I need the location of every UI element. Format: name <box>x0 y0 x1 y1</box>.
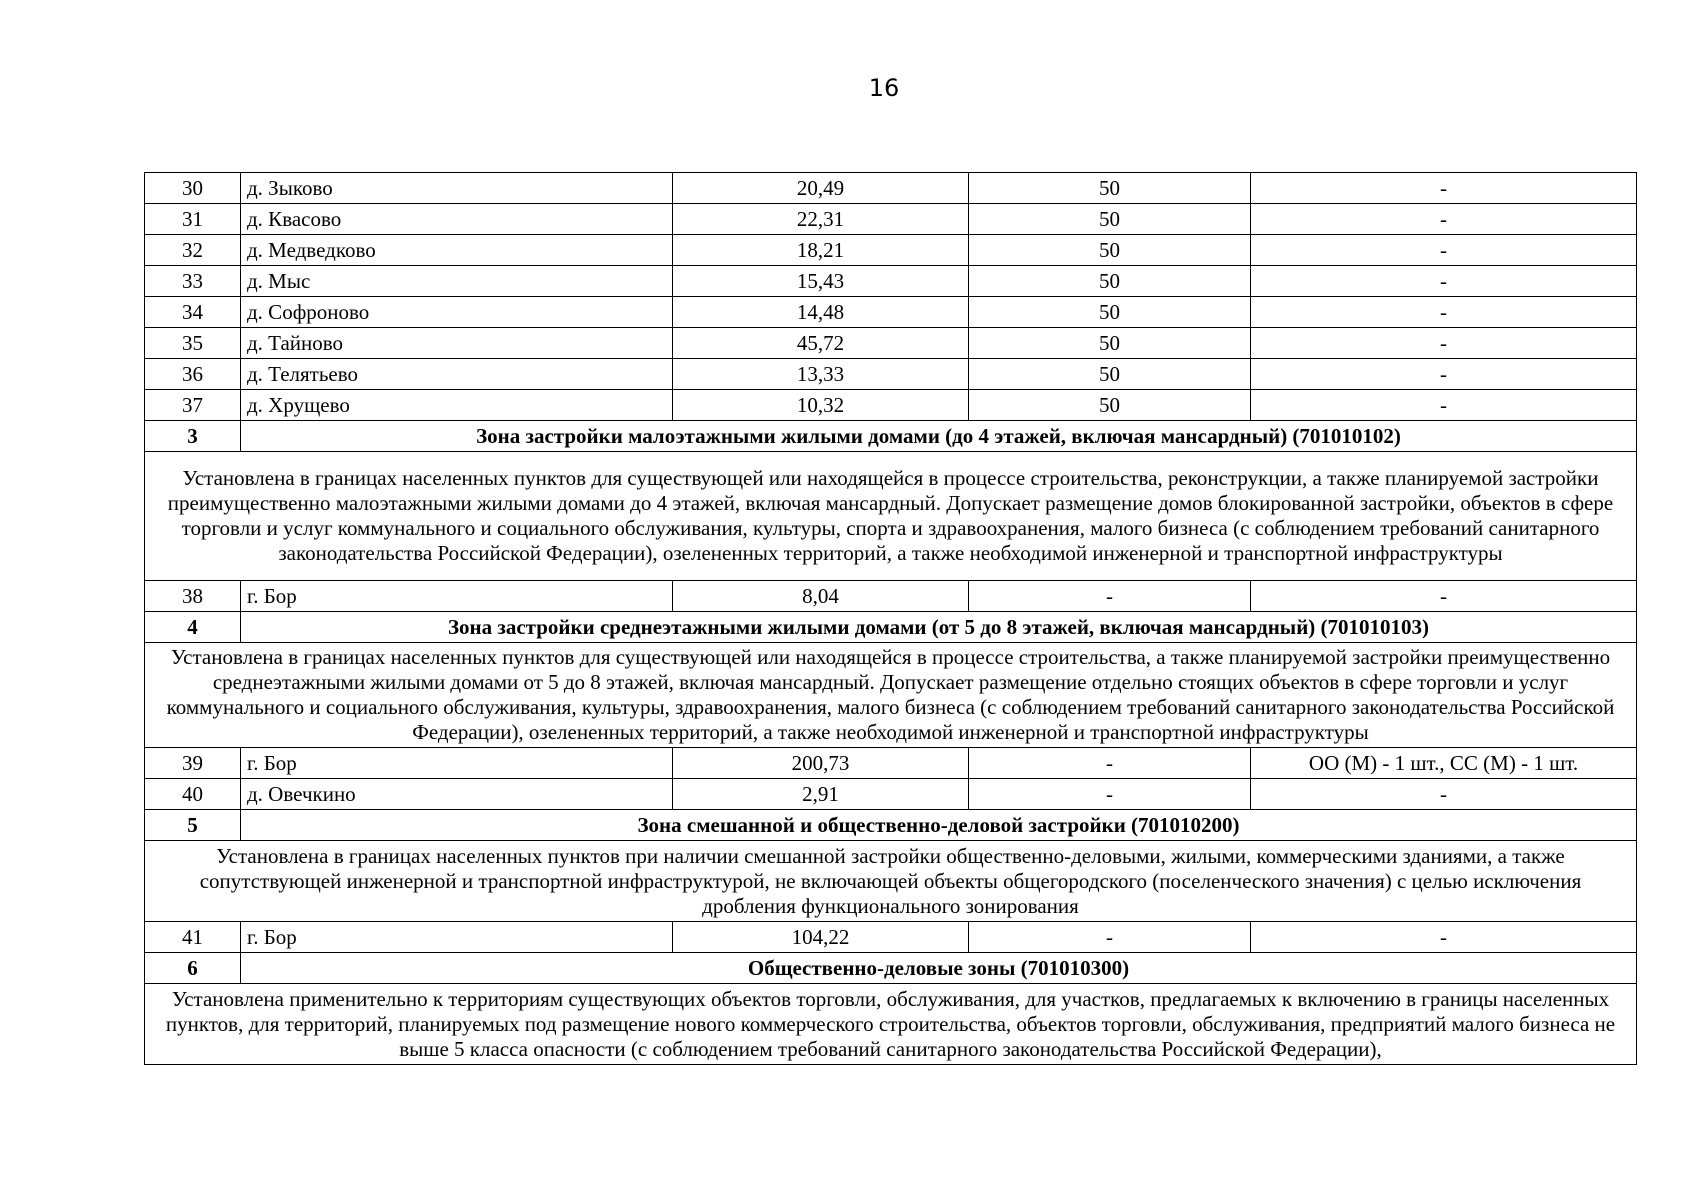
zone-area: 45,72 <box>673 328 969 359</box>
row-number: 40 <box>145 779 241 810</box>
planned-objects: - <box>1251 173 1637 204</box>
planned-objects: - <box>1251 779 1637 810</box>
planned-objects: - <box>1251 204 1637 235</box>
planned-objects: - <box>1251 922 1637 953</box>
table-row <box>145 581 1637 612</box>
max-height: - <box>969 581 1251 612</box>
planned-objects: - <box>1251 266 1637 297</box>
planned-objects: ОО (М) - 1 шт., СС (М) - 1 шт. <box>1251 748 1637 779</box>
zones-table-body <box>145 173 1637 1065</box>
section-number: 3 <box>145 421 241 452</box>
zone-area: 13,33 <box>673 359 969 390</box>
planned-objects: - <box>1251 390 1637 421</box>
max-height: 50 <box>969 297 1251 328</box>
section-header-row <box>145 810 1637 841</box>
section-header-row <box>145 953 1637 984</box>
section-header-row <box>145 612 1637 643</box>
table-row <box>145 266 1637 297</box>
zone-area: 200,73 <box>673 748 969 779</box>
row-number: 35 <box>145 328 241 359</box>
settlement-name: д. Тайново <box>241 328 673 359</box>
section-title: Зона смешанной и общественно-деловой застройки (701010200) <box>241 810 1637 841</box>
table-row <box>145 297 1637 328</box>
settlement-name: г. Бор <box>241 581 673 612</box>
zone-area: 2,91 <box>673 779 969 810</box>
page-number: 16 <box>868 74 900 102</box>
table-row <box>145 328 1637 359</box>
max-height: 50 <box>969 235 1251 266</box>
section-description-row <box>145 452 1637 581</box>
table-row <box>145 922 1637 953</box>
planned-objects: - <box>1251 297 1637 328</box>
settlement-name: д. Хрущево <box>241 390 673 421</box>
section-number: 4 <box>145 612 241 643</box>
settlement-name: д. Софроново <box>241 297 673 328</box>
row-number: 39 <box>145 748 241 779</box>
planned-objects: - <box>1251 235 1637 266</box>
zone-area: 15,43 <box>673 266 969 297</box>
zone-area: 22,31 <box>673 204 969 235</box>
row-number: 32 <box>145 235 241 266</box>
zone-area: 10,32 <box>673 390 969 421</box>
settlement-name: г. Бор <box>241 748 673 779</box>
max-height: - <box>969 779 1251 810</box>
settlement-name: д. Овечкино <box>241 779 673 810</box>
max-height: 50 <box>969 328 1251 359</box>
section-description: Установлена применительно к территориям существующих объектов торговли, обслуживания, для участков, предлагаемых к включению в границы населенных пунктов, для территорий, планируемых под размещение нового коммерческого строительства, объектов торговли, обслуживания, предприятий малого бизнеса не выше 5 класса опасности (с соблюдением требований санитарного законодательства Российской Федерации), <box>145 984 1637 1065</box>
max-height: 50 <box>969 204 1251 235</box>
section-description-row <box>145 984 1637 1065</box>
table-row <box>145 359 1637 390</box>
max-height: 50 <box>969 390 1251 421</box>
table-row <box>145 748 1637 779</box>
planned-objects: - <box>1251 581 1637 612</box>
section-number: 5 <box>145 810 241 841</box>
planned-objects: - <box>1251 328 1637 359</box>
planned-objects: - <box>1251 359 1637 390</box>
max-height: - <box>969 922 1251 953</box>
settlement-name: г. Бор <box>241 922 673 953</box>
section-description: Установлена в границах населенных пунктов для существующей или находящейся в процессе строительства, а также планируемой застройки преимущественно среднеэтажными жилыми домами от 5 до 8 этажей, включая мансардный. Допускает размещение отдельно стоящих объектов в сфере торговли и услуг коммунального и социального обслуживания, культуры, здравоохранения, малого бизнеса (с соблюдением требований санитарного законодательства Российской Федерации), озелененных территорий, а также необходимой инженерной и транспортной инфраструктуры <box>145 643 1637 748</box>
section-number: 6 <box>145 953 241 984</box>
zone-area: 14,48 <box>673 297 969 328</box>
row-number: 37 <box>145 390 241 421</box>
zones-table <box>144 172 1637 1065</box>
max-height: 50 <box>969 266 1251 297</box>
settlement-name: д. Мыс <box>241 266 673 297</box>
settlement-name: д. Телятьево <box>241 359 673 390</box>
zone-area: 104,22 <box>673 922 969 953</box>
table-row <box>145 390 1637 421</box>
section-description: Установлена в границах населенных пунктов при наличии смешанной застройки общественно-деловыми, жилыми, коммерческими зданиями, а также сопутствующей инженерной и транспортной инфраструктурой, не включающей объекты общегородского (поселенческого значения) с целью исключения дробления функционального зонирования <box>145 841 1637 922</box>
settlement-name: д. Квасово <box>241 204 673 235</box>
table-row <box>145 173 1637 204</box>
zone-area: 8,04 <box>673 581 969 612</box>
table-row <box>145 779 1637 810</box>
row-number: 31 <box>145 204 241 235</box>
section-description-row <box>145 841 1637 922</box>
max-height: - <box>969 748 1251 779</box>
max-height: 50 <box>969 359 1251 390</box>
row-number: 41 <box>145 922 241 953</box>
settlement-name: д. Медведково <box>241 235 673 266</box>
section-title: Зона застройки среднеэтажными жилыми домами (от 5 до 8 этажей, включая мансардный) (701010103) <box>241 612 1637 643</box>
section-title: Зона застройки малоэтажными жилыми домами (до 4 этажей, включая мансардный) (701010102) <box>241 421 1637 452</box>
row-number: 38 <box>145 581 241 612</box>
row-number: 34 <box>145 297 241 328</box>
zone-area: 18,21 <box>673 235 969 266</box>
table-row <box>145 204 1637 235</box>
row-number: 33 <box>145 266 241 297</box>
section-description-row <box>145 643 1637 748</box>
row-number: 36 <box>145 359 241 390</box>
table-row <box>145 235 1637 266</box>
max-height: 50 <box>969 173 1251 204</box>
zone-area: 20,49 <box>673 173 969 204</box>
section-title: Общественно-деловые зоны (701010300) <box>241 953 1637 984</box>
section-header-row <box>145 421 1637 452</box>
settlement-name: д. Зыково <box>241 173 673 204</box>
section-description: Установлена в границах населенных пунктов для существующей или находящейся в процессе строительства, реконструкции, а также планируемой застройки преимущественно малоэтажными жилыми домами до 4 этажей, включая мансардный. Допускает размещение домов блокированной застройки, объектов в сфере торговли и услуг коммунального и социального обслуживания, культуры, спорта и здравоохранения, малого бизнеса (с соблюдением требований санитарного законодательства Российской Федерации), озелененных территорий, а также необходимой инженерной и транспортной инфраструктуры <box>145 452 1637 581</box>
row-number: 30 <box>145 173 241 204</box>
